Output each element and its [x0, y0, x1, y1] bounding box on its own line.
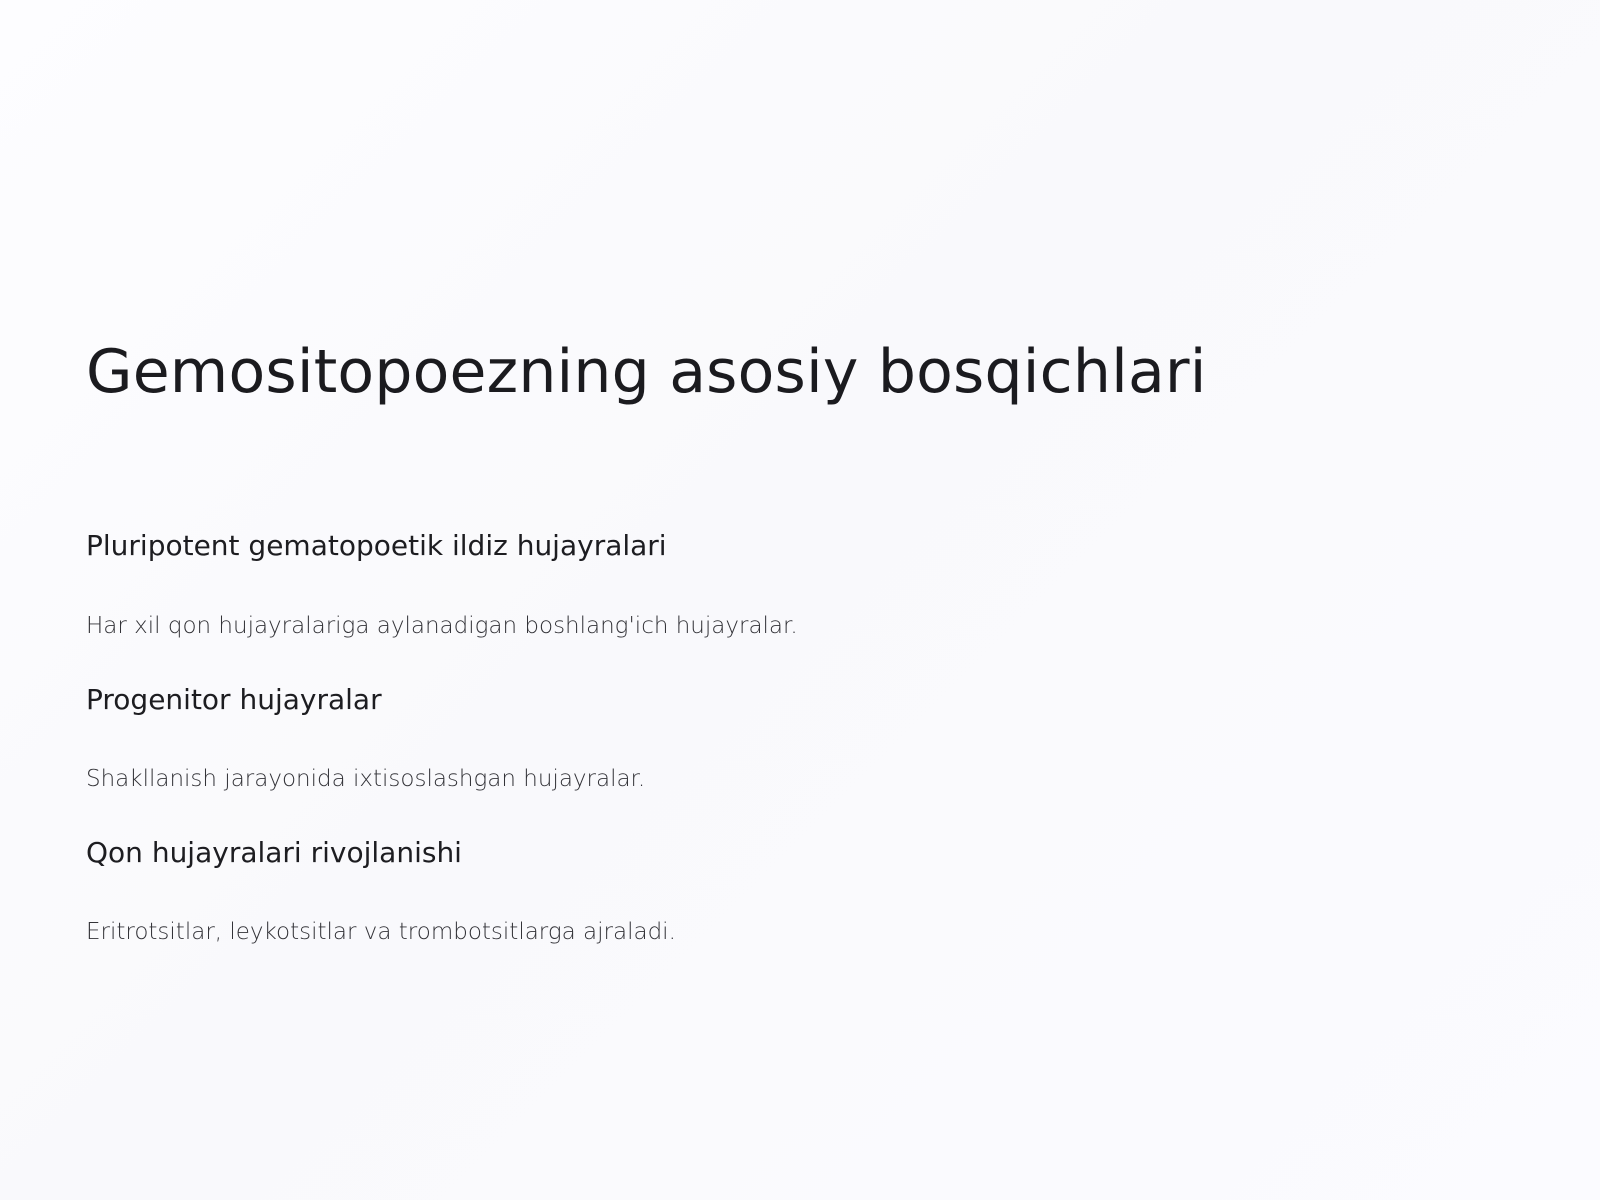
page-title: Gemositopoezning asosiy bosqichlari — [86, 337, 1207, 407]
stage-description: Eritrotsitlar, leykotsitlar va trombotsitlarga ajraladi. — [86, 919, 676, 945]
stage-heading: Pluripotent gematopoetik ildiz hujayralari — [86, 529, 667, 562]
stage-heading: Qon hujayralari rivojlanishi — [86, 836, 462, 869]
stage-heading: Progenitor hujayralar — [86, 683, 382, 716]
stage-description: Shakllanish jarayonida ixtisoslashgan hujayralar. — [86, 766, 646, 792]
slide-content — [86, 332, 1486, 945]
stage-description: Har xil qon hujayralariga aylanadigan boshlang'ich hujayralar. — [86, 613, 798, 639]
